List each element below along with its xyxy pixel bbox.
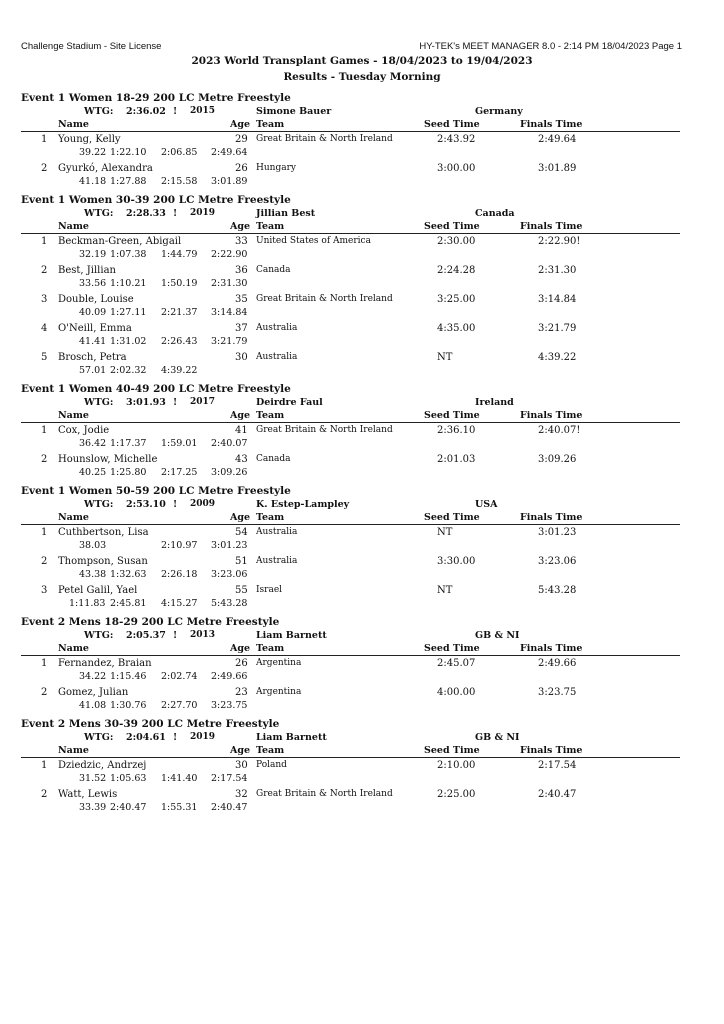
page-title: 2023 World Transplant Games - 18/04/2023 to 19/04/2023 xyxy=(191,55,533,67)
athlete-name: O'Neill, Emma xyxy=(58,323,132,334)
split-time: 31.52 xyxy=(79,773,107,784)
athlete-age: 32 xyxy=(235,789,248,800)
event-title: Event 2 Mens 18-29 200 LC Metre Freestyle xyxy=(21,616,280,628)
athlete-age: 29 xyxy=(235,134,248,145)
col-finals: Finals Time xyxy=(520,512,583,523)
split-time: 41.18 xyxy=(79,176,107,187)
split-time: 3:21.79 xyxy=(211,336,248,347)
record-time: 2:28.33 xyxy=(126,208,166,219)
splits-row xyxy=(0,700,724,714)
event-title: Event 1 Women 18-29 200 LC Metre Freestyle xyxy=(21,92,291,104)
split-time: 2:17.25 xyxy=(161,467,198,478)
athlete-team: Great Britain & North Ireland xyxy=(256,425,393,435)
athlete-age: 43 xyxy=(235,454,248,465)
col-finals: Finals Time xyxy=(520,745,583,756)
column-header xyxy=(21,745,680,758)
split-time: 3:14.84 xyxy=(211,307,248,318)
seed-time: 2:43.92 xyxy=(437,134,476,145)
record-year: 2013 xyxy=(190,630,216,640)
page-subtitle: Results - Tuesday Morning xyxy=(283,71,441,83)
splits-row xyxy=(0,467,724,481)
split-time: 41.08 xyxy=(79,700,107,711)
splits-row xyxy=(0,307,724,321)
place: 2 xyxy=(41,687,48,698)
athlete-age: 23 xyxy=(235,687,248,698)
col-team: Team xyxy=(256,221,285,232)
athlete-team: Australia xyxy=(256,527,298,537)
header-license: Challenge Stadium - Site License xyxy=(21,41,162,52)
col-seed: Seed Time xyxy=(424,119,480,130)
split-time: 1:15.46 xyxy=(110,671,147,682)
seed-time: 2:36.10 xyxy=(437,425,476,436)
split-time: 5:43.28 xyxy=(211,598,248,609)
athlete-age: 55 xyxy=(235,585,248,596)
athlete-age: 36 xyxy=(235,265,248,276)
athlete-age: 54 xyxy=(235,527,248,538)
split-time: 32.19 xyxy=(79,249,107,260)
split-time: 1:41.40 xyxy=(161,773,198,784)
athlete-name: Watt, Lewis xyxy=(58,789,118,800)
splits-row xyxy=(0,540,724,554)
record-time: 3:01.93 xyxy=(126,397,166,408)
record-year: 2019 xyxy=(190,208,216,218)
split-time: 2:45.81 xyxy=(110,598,147,609)
event-title: Event 1 Women 50-59 200 LC Metre Freestyle xyxy=(21,485,291,497)
finals-time: 3:01.89 xyxy=(538,163,577,174)
result-row xyxy=(0,758,724,773)
record-year: 2015 xyxy=(190,106,216,116)
result-row xyxy=(0,423,724,438)
split-time: 1:22.10 xyxy=(110,147,147,158)
record-label: WTG: xyxy=(84,208,114,219)
splits-row xyxy=(0,278,724,292)
split-time: 40.25 xyxy=(79,467,107,478)
record-mark: ! xyxy=(173,630,178,641)
record-holder: K. Estep-Lampley xyxy=(256,499,350,510)
split-time: 38.03 xyxy=(79,540,107,551)
col-team: Team xyxy=(256,512,285,523)
athlete-name: Petel Galil, Yael xyxy=(58,585,138,596)
col-seed: Seed Time xyxy=(424,745,480,756)
athlete-team: Australia xyxy=(256,556,298,566)
col-seed: Seed Time xyxy=(424,221,480,232)
split-time: 39.22 xyxy=(79,147,107,158)
seed-time: NT xyxy=(437,527,453,538)
finals-time: 3:14.84 xyxy=(538,294,577,305)
record-line xyxy=(0,106,724,119)
record-line xyxy=(0,208,724,221)
result-row xyxy=(0,161,724,176)
column-header xyxy=(21,512,680,525)
seed-time: 2:10.00 xyxy=(437,760,476,771)
split-time: 33.56 xyxy=(79,278,107,289)
col-seed: Seed Time xyxy=(424,643,480,654)
record-line xyxy=(0,499,724,512)
col-age: Age xyxy=(230,221,251,232)
event-block xyxy=(0,718,724,816)
split-time: 4:15.27 xyxy=(161,598,198,609)
column-header xyxy=(21,643,680,656)
header-meta: HY-TEK's MEET MANAGER 8.0 - 2:14 PM 18/04/2023 Page 1 xyxy=(419,41,682,52)
record-year: 2009 xyxy=(190,499,216,509)
place: 2 xyxy=(41,163,48,174)
athlete-name: Gomez, Julian xyxy=(58,687,129,698)
split-time: 1:59.01 xyxy=(161,438,198,449)
record-mark: ! xyxy=(173,106,178,117)
split-time: 1:44.79 xyxy=(161,249,198,260)
split-time: 1:25.80 xyxy=(110,467,147,478)
split-time: 1:10.21 xyxy=(110,278,147,289)
seed-time: 2:30.00 xyxy=(437,236,476,247)
col-name: Name xyxy=(58,643,89,654)
split-time: 2:49.66 xyxy=(211,671,248,682)
record-mark: ! xyxy=(173,397,178,408)
finals-time: 2:49.64 xyxy=(538,134,577,145)
split-time: 1:31.02 xyxy=(110,336,147,347)
athlete-name: Thompson, Susan xyxy=(58,556,148,567)
athlete-age: 26 xyxy=(235,163,248,174)
split-time: 2:21.37 xyxy=(161,307,198,318)
split-time: 2:27.70 xyxy=(161,700,198,711)
athlete-name: Hounslow, Michelle xyxy=(58,454,158,465)
record-holder: Liam Barnett xyxy=(256,630,327,641)
place: 1 xyxy=(41,527,48,538)
split-time: 41.41 xyxy=(79,336,107,347)
athlete-team: Great Britain & North Ireland xyxy=(256,789,393,799)
athlete-team: Poland xyxy=(256,760,287,770)
event-block xyxy=(0,92,724,190)
record-time: 2:53.10 xyxy=(126,499,166,510)
col-team: Team xyxy=(256,410,285,421)
athlete-name: Cuthbertson, Lisa xyxy=(58,527,149,538)
finals-time: 3:09.26 xyxy=(538,454,577,465)
event-title: Event 1 Women 30-39 200 LC Metre Freestyle xyxy=(21,194,291,206)
splits-row xyxy=(0,176,724,190)
col-finals: Finals Time xyxy=(520,643,583,654)
result-row xyxy=(0,656,724,671)
place: 1 xyxy=(41,425,48,436)
athlete-team: Great Britain & North Ireland xyxy=(256,294,393,304)
athlete-name: Best, Jillian xyxy=(58,265,116,276)
place: 2 xyxy=(41,265,48,276)
athlete-team: Canada xyxy=(256,265,291,275)
col-age: Age xyxy=(230,745,251,756)
result-row xyxy=(0,292,724,307)
split-time: 2:40.47 xyxy=(110,802,147,813)
record-label: WTG: xyxy=(84,397,114,408)
record-line xyxy=(0,397,724,410)
finals-time: 2:40.07! xyxy=(538,425,581,436)
result-row xyxy=(0,350,724,365)
col-name: Name xyxy=(58,512,89,523)
athlete-name: Beckman-Green, Abigail xyxy=(58,236,182,247)
split-time: 2:31.30 xyxy=(211,278,248,289)
record-year: 2019 xyxy=(190,732,216,742)
col-age: Age xyxy=(230,643,251,654)
event-title: Event 1 Women 40-49 200 LC Metre Freestyle xyxy=(21,383,291,395)
split-time: 3:09.26 xyxy=(211,467,248,478)
athlete-age: 26 xyxy=(235,658,248,669)
record-label: WTG: xyxy=(84,630,114,641)
splits-row xyxy=(0,773,724,787)
athlete-team: United States of America xyxy=(256,236,371,246)
record-country: Ireland xyxy=(475,397,514,408)
finals-time: 3:23.75 xyxy=(538,687,577,698)
split-time: 2:40.07 xyxy=(211,438,248,449)
split-time: 2:26.43 xyxy=(161,336,198,347)
athlete-age: 41 xyxy=(235,425,248,436)
athlete-name: Young, Kelly xyxy=(58,134,121,145)
record-time: 2:05.37 xyxy=(126,630,166,641)
record-time: 2:04.61 xyxy=(126,732,166,743)
split-time: 2:49.64 xyxy=(211,147,248,158)
athlete-team: Australia xyxy=(256,323,298,333)
record-mark: ! xyxy=(173,732,178,743)
finals-time: 2:40.47 xyxy=(538,789,577,800)
athlete-age: 30 xyxy=(235,352,248,363)
athlete-age: 37 xyxy=(235,323,248,334)
splits-row xyxy=(0,147,724,161)
result-row xyxy=(0,554,724,569)
col-age: Age xyxy=(230,119,251,130)
seed-time: 2:25.00 xyxy=(437,789,476,800)
splits-row xyxy=(0,598,724,612)
split-time: 1:55.31 xyxy=(161,802,198,813)
record-label: WTG: xyxy=(84,106,114,117)
split-time: 33.39 xyxy=(79,802,107,813)
result-row xyxy=(0,234,724,249)
finals-time: 5:43.28 xyxy=(538,585,577,596)
event-block xyxy=(0,194,724,379)
seed-time: 3:25.00 xyxy=(437,294,476,305)
event-block xyxy=(0,383,724,481)
place: 1 xyxy=(41,134,48,145)
place: 3 xyxy=(41,585,48,596)
record-time: 2:36.02 xyxy=(126,106,166,117)
athlete-age: 35 xyxy=(235,294,248,305)
record-mark: ! xyxy=(173,499,178,510)
split-time: 4:39.22 xyxy=(161,365,198,376)
athlete-name: Double, Louise xyxy=(58,294,134,305)
result-row xyxy=(0,583,724,598)
place: 1 xyxy=(41,760,48,771)
place: 5 xyxy=(41,352,48,363)
record-country: GB & NI xyxy=(475,630,520,641)
col-age: Age xyxy=(230,410,251,421)
seed-time: 4:00.00 xyxy=(437,687,476,698)
seed-time: 3:30.00 xyxy=(437,556,476,567)
splits-row xyxy=(0,249,724,263)
athlete-team: Israel xyxy=(256,585,283,595)
record-holder: Jillian Best xyxy=(256,208,316,219)
athlete-team: Australia xyxy=(256,352,298,362)
split-time: 2:10.97 xyxy=(161,540,198,551)
col-seed: Seed Time xyxy=(424,512,480,523)
result-row xyxy=(0,132,724,147)
col-name: Name xyxy=(58,745,89,756)
record-country: GB & NI xyxy=(475,732,520,743)
split-time: 40.09 xyxy=(79,307,107,318)
col-finals: Finals Time xyxy=(520,119,583,130)
col-team: Team xyxy=(256,745,285,756)
split-time: 1:27.88 xyxy=(110,176,147,187)
split-time: 36.42 xyxy=(79,438,107,449)
record-holder: Deirdre Faul xyxy=(256,397,323,408)
splits-row xyxy=(0,365,724,379)
split-time: 34.22 xyxy=(79,671,107,682)
result-row xyxy=(0,263,724,278)
place: 2 xyxy=(41,789,48,800)
athlete-age: 30 xyxy=(235,760,248,771)
split-time: 43.38 xyxy=(79,569,107,580)
col-name: Name xyxy=(58,119,89,130)
split-time: 1:11.83 xyxy=(69,598,106,609)
finals-time: 2:31.30 xyxy=(538,265,577,276)
record-label: WTG: xyxy=(84,499,114,510)
split-time: 2:15.58 xyxy=(161,176,198,187)
split-time: 2:06.85 xyxy=(161,147,198,158)
split-time: 1:30.76 xyxy=(110,700,147,711)
event-block xyxy=(0,485,724,612)
splits-row xyxy=(0,802,724,816)
split-time: 2:17.54 xyxy=(211,773,248,784)
athlete-team: Argentina xyxy=(256,687,302,697)
athlete-team: Great Britain & North Ireland xyxy=(256,134,393,144)
results-list xyxy=(0,92,724,820)
column-header xyxy=(21,410,680,423)
col-team: Team xyxy=(256,643,285,654)
col-age: Age xyxy=(230,512,251,523)
record-label: WTG: xyxy=(84,732,114,743)
split-time: 2:02.32 xyxy=(110,365,147,376)
record-line xyxy=(0,630,724,643)
col-name: Name xyxy=(58,410,89,421)
split-time: 57.01 xyxy=(79,365,107,376)
split-time: 1:27.11 xyxy=(110,307,147,318)
place: 2 xyxy=(41,556,48,567)
splits-row xyxy=(0,336,724,350)
finals-time: 2:22.90! xyxy=(538,236,581,247)
result-row xyxy=(0,525,724,540)
split-time: 2:40.47 xyxy=(211,802,248,813)
seed-time: NT xyxy=(437,352,453,363)
athlete-team: Hungary xyxy=(256,163,296,173)
record-year: 2017 xyxy=(190,397,216,407)
finals-time: 2:17.54 xyxy=(538,760,577,771)
athlete-name: Gyurkó, Alexandra xyxy=(58,163,153,174)
record-country: USA xyxy=(475,499,498,510)
athlete-age: 51 xyxy=(235,556,248,567)
split-time: 2:02.74 xyxy=(161,671,198,682)
split-time: 3:23.75 xyxy=(211,700,248,711)
split-time: 3:23.06 xyxy=(211,569,248,580)
record-holder: Simone Bauer xyxy=(256,106,332,117)
splits-row xyxy=(0,438,724,452)
athlete-team: Canada xyxy=(256,454,291,464)
split-time: 2:22.90 xyxy=(211,249,248,260)
athlete-team: Argentina xyxy=(256,658,302,668)
event-title: Event 2 Mens 30-39 200 LC Metre Freestyle xyxy=(21,718,280,730)
record-holder: Liam Barnett xyxy=(256,732,327,743)
result-row xyxy=(0,452,724,467)
split-time: 1:50.19 xyxy=(161,278,198,289)
seed-time: 2:01.03 xyxy=(437,454,476,465)
result-row xyxy=(0,685,724,700)
finals-time: 2:49.66 xyxy=(538,658,577,669)
seed-time: NT xyxy=(437,585,453,596)
place: 2 xyxy=(41,454,48,465)
athlete-age: 33 xyxy=(235,236,248,247)
event-block xyxy=(0,616,724,714)
result-row xyxy=(0,321,724,336)
place: 1 xyxy=(41,236,48,247)
seed-time: 3:00.00 xyxy=(437,163,476,174)
col-name: Name xyxy=(58,221,89,232)
seed-time: 2:45.07 xyxy=(437,658,476,669)
split-time: 1:07.38 xyxy=(110,249,147,260)
place: 3 xyxy=(41,294,48,305)
seed-time: 4:35.00 xyxy=(437,323,476,334)
split-time: 3:01.23 xyxy=(211,540,248,551)
finals-time: 3:23.06 xyxy=(538,556,577,567)
splits-row xyxy=(0,569,724,583)
record-line xyxy=(0,732,724,745)
finals-time: 3:01.23 xyxy=(538,527,577,538)
column-header xyxy=(21,119,680,132)
athlete-name: Cox, Jodie xyxy=(58,425,110,436)
splits-row xyxy=(0,671,724,685)
finals-time: 3:21.79 xyxy=(538,323,577,334)
col-team: Team xyxy=(256,119,285,130)
split-time: 2:26.18 xyxy=(161,569,198,580)
column-header xyxy=(21,221,680,234)
record-country: Canada xyxy=(475,208,515,219)
seed-time: 2:24.28 xyxy=(437,265,476,276)
col-finals: Finals Time xyxy=(520,410,583,421)
place: 1 xyxy=(41,658,48,669)
result-row xyxy=(0,787,724,802)
col-seed: Seed Time xyxy=(424,410,480,421)
athlete-name: Fernandez, Braian xyxy=(58,658,152,669)
record-mark: ! xyxy=(173,208,178,219)
col-finals: Finals Time xyxy=(520,221,583,232)
split-time: 1:05.63 xyxy=(110,773,147,784)
finals-time: 4:39.22 xyxy=(538,352,577,363)
athlete-name: Dziedzic, Andrzej xyxy=(58,760,147,771)
split-time: 1:17.37 xyxy=(110,438,147,449)
split-time: 3:01.89 xyxy=(211,176,248,187)
athlete-name: Brosch, Petra xyxy=(58,352,127,363)
split-time: 1:32.63 xyxy=(110,569,147,580)
record-country: Germany xyxy=(475,106,523,117)
place: 4 xyxy=(41,323,48,334)
